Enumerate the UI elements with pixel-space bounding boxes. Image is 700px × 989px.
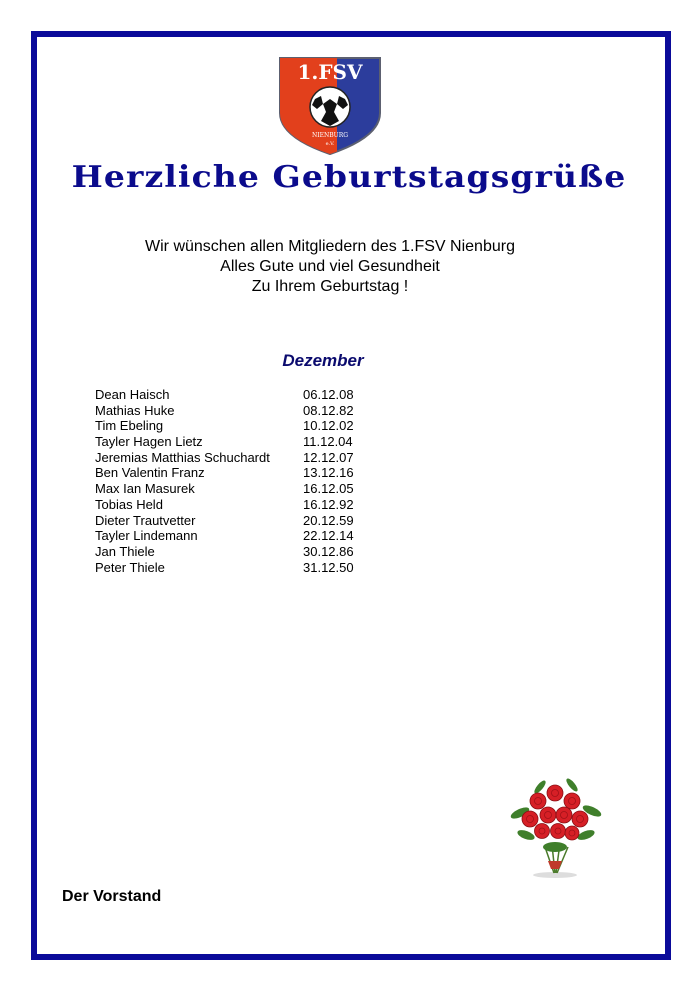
list-item xyxy=(95,403,363,419)
birth-date: 16.12.92 xyxy=(303,496,354,512)
list-item xyxy=(95,387,363,403)
greeting-line: Alles Gute und viel Gesundheit xyxy=(220,258,440,275)
page-title: Herzliche Geburtstagsgrüße xyxy=(71,160,627,195)
member-name: Jan Thiele xyxy=(95,543,155,559)
rose-bouquet-image xyxy=(500,765,610,880)
birth-date: 30.12.86 xyxy=(303,543,354,559)
member-name: Tobias Held xyxy=(95,496,163,512)
signature: Der Vorstand xyxy=(62,888,162,905)
club-crest-logo xyxy=(277,55,383,155)
member-name: Ben Valentin Franz xyxy=(95,465,205,481)
list-item xyxy=(95,560,363,576)
crest-suffix: e.V. xyxy=(325,141,335,147)
birth-date: 12.12.07 xyxy=(303,449,354,465)
birth-date: 11.12.04 xyxy=(303,434,353,450)
member-name: Mathias Huke xyxy=(95,402,175,418)
birth-date: 08.12.82 xyxy=(303,402,354,418)
list-item xyxy=(95,418,363,434)
list-item xyxy=(95,544,363,560)
member-name: Peter Thiele xyxy=(95,559,165,575)
member-name: Dean Haisch xyxy=(95,387,170,402)
list-item xyxy=(95,481,363,497)
list-item xyxy=(95,528,363,544)
list-item xyxy=(95,497,363,513)
member-name: Dieter Trautvetter xyxy=(95,512,196,528)
birth-date: 13.12.16 xyxy=(303,465,354,481)
month-heading: Dezember xyxy=(282,351,364,370)
birth-date: 16.12.05 xyxy=(303,481,354,497)
birth-date: 22.12.14 xyxy=(303,528,354,544)
greeting-line: Zu Ihrem Geburtstag ! xyxy=(251,278,409,295)
crest-subtext: NIENBURG xyxy=(311,132,349,139)
greeting-line: Wir wünschen allen Mitgliedern des 1.FSV Nienburg xyxy=(145,238,515,255)
list-item xyxy=(95,513,363,529)
member-name: Max Ian Masurek xyxy=(95,481,195,497)
birth-date: 20.12.59 xyxy=(303,512,354,528)
list-item xyxy=(95,434,363,450)
birthday-list xyxy=(95,387,363,575)
crest-text: 1.FSV xyxy=(297,60,363,84)
member-name: Tayler Hagen Lietz xyxy=(95,434,203,450)
list-item xyxy=(95,450,363,466)
greeting-text xyxy=(0,237,660,297)
member-name: Tayler Lindemann xyxy=(95,528,198,544)
birth-date: 10.12.02 xyxy=(303,418,354,434)
member-name: Jeremias Matthias Schuchardt xyxy=(95,449,270,465)
member-name: Tim Ebeling xyxy=(95,418,164,434)
birth-date: 31.12.50 xyxy=(303,559,354,575)
list-item xyxy=(95,465,363,481)
birth-date: 06.12.08 xyxy=(303,387,354,402)
